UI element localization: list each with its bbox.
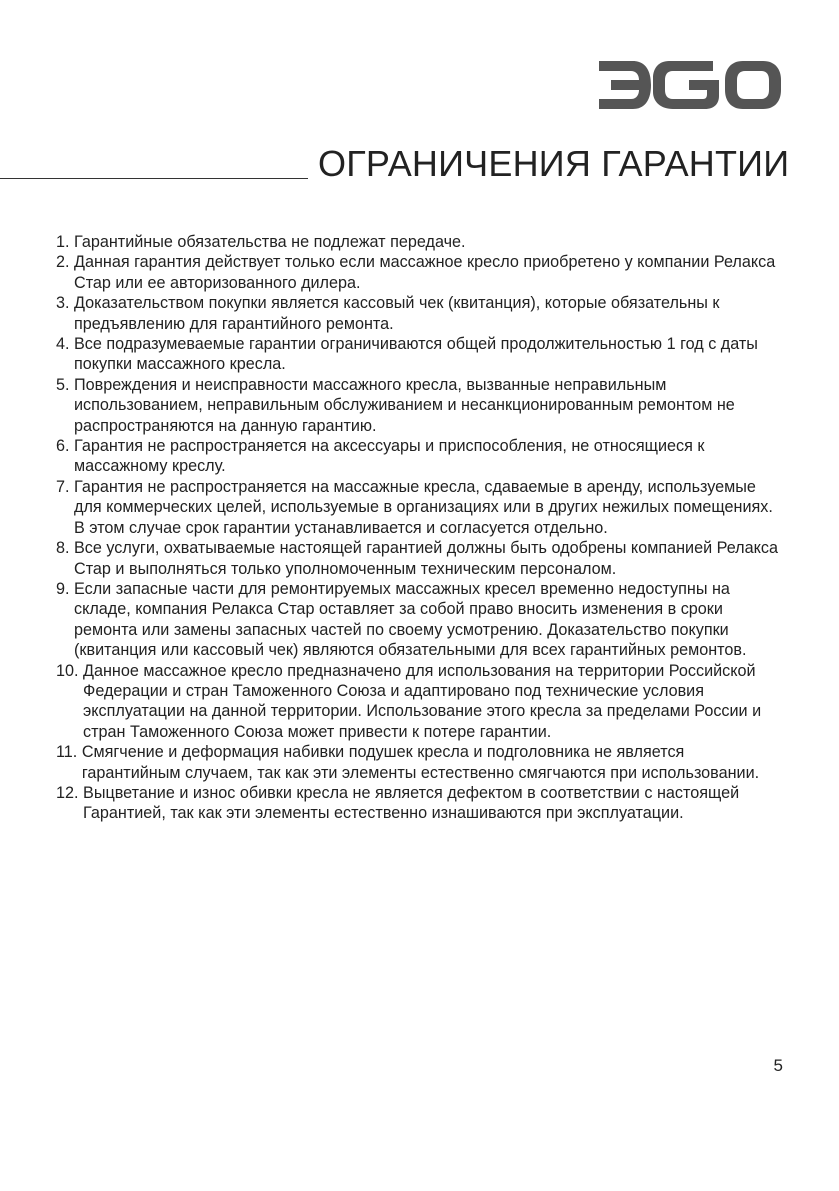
item-text: Все услуги, охватываемые настоящей гарантией должны быть одобрены компанией Релакса Стар и выполняться только уполномоченным техническим персоналом. [74,539,778,578]
item-text: Гарантия не распространяется на аксессуары и приспособления, не относящиеся к массажному креслу. [74,437,705,476]
list-item [56,783,786,824]
item-text: Если запасные части для ремонтируемых массажных кресел временно недоступны на складе, компания Релакса Стар оставляет за собой право вносить изменения в сроки ремонта или замены запасных частей по своему усмотрению. Доказательство покупки (квитанция или кассовый чек) являются обязательными для всех гарантийных ремонтов. [74,579,747,660]
list-item [56,334,786,375]
ego-brand-logo [593,52,783,118]
item-text: Смягчение и деформация набивки подушек кресла и подголовника не является гарантийным случаем, так как эти элементы естественно смягчаются при использовании. [81,743,760,782]
item-text: Все подразумеваемые гарантии ограничиваются общей продолжительностью 1 год с даты покупки массажного кресла. [74,335,758,374]
item-number: 4. [56,335,74,354]
item-number: 3. [56,294,74,313]
item-text: Доказательством покупки является кассовый чек (квитанция), которые обязательны к предъявлению для гарантийного ремонта. [74,294,720,333]
item-number: 9. [56,579,74,598]
item-number: 11. [56,743,82,762]
list-item [56,252,786,293]
item-number: 6. [56,437,74,456]
list-item [56,436,786,477]
item-text: Гарантия не распространяется на массажные кресла, сдаваемые в аренду, используемые для коммерческих целей, используемые в организациях или в других нежилых помещениях. В этом случае срок гарантии устанавливается и согласуется отдельно. [74,477,773,537]
list-item [56,579,786,661]
item-number: 12. [56,783,84,802]
list-item [56,742,786,783]
list-item [56,661,786,743]
item-text: Выцветание и износ обивки кресла не является дефектом в соответствии с настоящей Гарантией, так как эти элементы естественно изнашиваются при эксплуатации. [83,783,740,823]
title-rule [0,178,308,179]
ego-logo-icon [593,52,783,118]
item-number: 1. [56,233,74,251]
list-item [56,375,786,436]
item-number: 5. [56,375,74,394]
warranty-limitations-list [56,232,786,824]
item-number: 8. [56,539,74,558]
list-item [56,477,786,538]
item-number: 2. [56,253,74,272]
item-text: Гарантийные обязательства не подлежат передаче. [74,233,466,251]
item-number: 7. [56,477,74,496]
item-text: Данное массажное кресло предназначено для использования на территории Российской Федерации и стран Таможенного Союза и адаптировано под технические условия эксплуатации на данной территории. Использование этого кресла за пределами России и стран Таможенного Союза может привести к потере гарантии. [83,661,762,741]
list-item [56,293,786,334]
list-item [56,538,786,579]
item-text: Данная гарантия действует только если массажное кресло приобретено у компании Релакса Стар или ее авторизованного дилера. [74,253,776,292]
page-title: ОГРАНИЧЕНИЯ ГАРАНТИИ [318,143,790,184]
page-number: 5 [773,1056,783,1075]
list-item [56,232,786,252]
item-text: Повреждения и неисправности массажного кресла, вызванные неправильным использованием, неправильным обслуживанием и несанкционированным ремонтом не распространяются на данную гарантию. [74,375,735,435]
logo-text [593,118,594,119]
item-number: 10. [56,661,84,680]
